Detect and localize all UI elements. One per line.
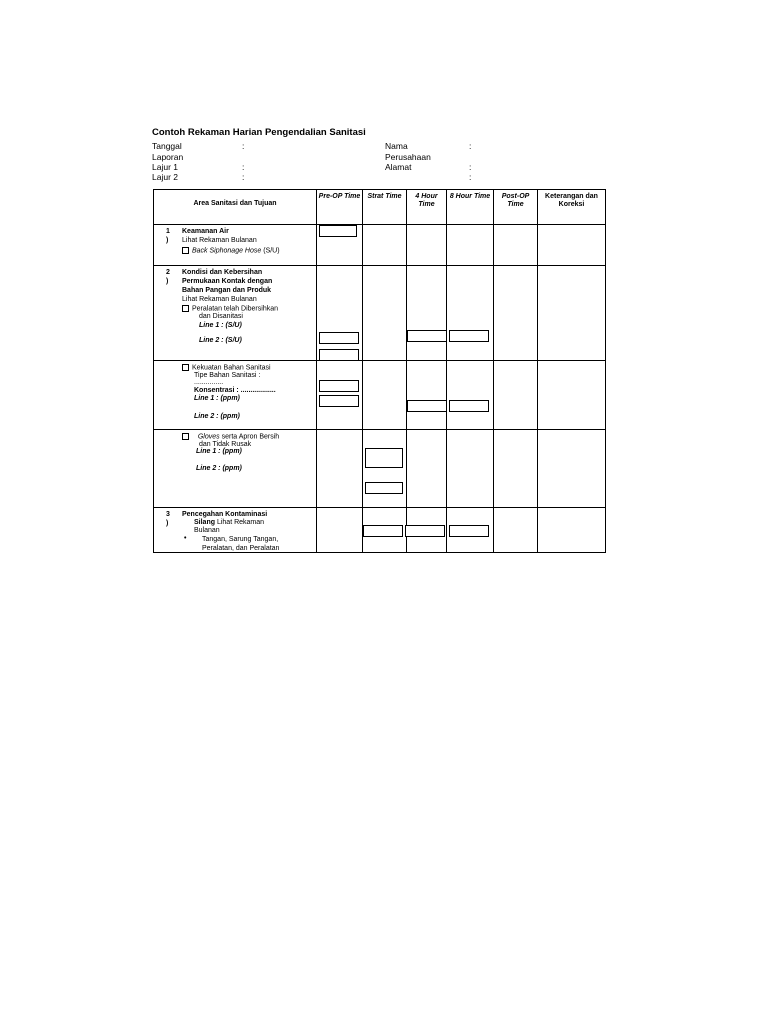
row3-area-cell (154, 361, 317, 430)
row4-postop-cell (494, 430, 538, 508)
entry-box[interactable] (319, 395, 359, 407)
row1-area-cell (154, 225, 317, 266)
header-postop: Post-OP Time (494, 190, 538, 225)
table-row (154, 508, 606, 553)
entry-box[interactable] (319, 332, 359, 344)
row3-line2: Line 2 : (ppm) (194, 413, 240, 420)
row3-line1: Line 1 : (ppm) (194, 395, 240, 402)
row5-preop-cell (317, 508, 363, 553)
entry-box[interactable] (319, 380, 359, 392)
header-area: Area Sanitasi dan Tujuan (154, 190, 317, 225)
bullet-icon: • (184, 535, 187, 542)
entry-box[interactable] (319, 225, 357, 237)
row4-line1: Line 1 : (ppm) (196, 448, 242, 455)
row5-start-cell (363, 508, 407, 553)
field-colon: : (469, 162, 472, 172)
row3-8hour-cell (447, 361, 494, 430)
table-row (154, 225, 606, 266)
row1-4hour-cell (407, 225, 447, 266)
row5-8hour-cell (447, 508, 494, 553)
checkbox-icon[interactable] (182, 247, 189, 254)
row-paren: ) (166, 520, 169, 527)
field-colon: : (469, 141, 472, 151)
row-number: 2 (166, 269, 170, 276)
entry-box[interactable] (365, 482, 403, 494)
row5-area-cell (154, 508, 317, 553)
row3-4hour-cell (407, 361, 447, 430)
field-colon: : (242, 141, 245, 151)
table-header-row (154, 190, 606, 225)
checkbox-icon[interactable] (182, 305, 189, 312)
row2-start-cell (363, 266, 407, 361)
field-perusahaan-label: Perusahaan (385, 152, 431, 162)
field-lajur1-label: Lajur 1 (152, 162, 178, 172)
row3-dots: ............... (194, 379, 224, 386)
row3-postop-cell (494, 361, 538, 430)
table-row (154, 430, 606, 508)
row5-postop-cell (494, 508, 538, 553)
entry-box[interactable] (405, 525, 445, 537)
row2-preop-cell (317, 266, 363, 361)
row4-item2: dan Tidak Rusak (199, 441, 252, 448)
entry-box[interactable] (365, 448, 403, 468)
row3-konsentrasi: Konsentrasi : .................. (194, 387, 276, 394)
header-start: Strat Time (363, 190, 407, 225)
row1-ket-cell (538, 225, 606, 266)
row2-line1: Line 1 : (S/U) (199, 322, 242, 329)
row4-4hour-cell (407, 430, 447, 508)
row4-area-cell (154, 430, 317, 508)
row5-title2-rest: Lihat Rekaman (216, 519, 265, 526)
row3-item1: Kekuatan Bahan Sanitasi (192, 364, 271, 372)
entry-box[interactable] (363, 525, 403, 537)
row3-ket-cell (538, 361, 606, 430)
row1-start-cell (363, 225, 407, 266)
header-8hour: 8 Hour Time (447, 190, 494, 225)
field-lajur2-label: Lajur 2 (152, 172, 178, 182)
checkbox-icon[interactable] (182, 364, 189, 371)
entry-box[interactable] (407, 330, 447, 342)
row2-title2: Permukaan Kontak dengan (182, 278, 273, 285)
row5-item2: Peralatan, dan Peralatan (202, 545, 280, 552)
entry-box[interactable] (449, 330, 489, 342)
table-row (154, 361, 606, 430)
document-title: Contoh Rekaman Harian Pengendalian Sanitasi (152, 127, 366, 138)
row3-item2: Tipe Bahan Sanitasi : (194, 372, 261, 379)
row2-title3: Bahan Pangan dan Produk (182, 287, 272, 294)
row-number: 1 (166, 228, 170, 235)
row1-sub: Lihat Rekaman Bulanan (182, 237, 257, 244)
row2-area-cell (154, 266, 317, 361)
row1-preop-cell (317, 225, 363, 266)
entry-box[interactable] (449, 400, 489, 412)
field-alamat-label: Alamat (385, 162, 412, 172)
row1-postop-cell (494, 225, 538, 266)
row5-4hour-cell (407, 508, 447, 553)
row2-line2: Line 2 : (S/U) (199, 337, 242, 344)
field-laporan-label: Laporan (152, 152, 184, 162)
field-colon: : (469, 172, 472, 182)
field-nama-label: Nama (385, 141, 408, 151)
row4-item-rest: serta Apron Bersih (221, 433, 280, 441)
sanitation-record-table (153, 189, 606, 553)
row4-item-italic: Gloves (197, 433, 220, 441)
header-preop: Pre-OP Time (317, 190, 363, 225)
row4-start-cell (363, 430, 407, 508)
row2-sub: Lihat Rekaman Bulanan (182, 296, 257, 303)
row3-start-cell (363, 361, 407, 430)
field-colon: : (242, 172, 245, 182)
row1-item: Back Siphonage Hose (192, 247, 262, 255)
row2-4hour-cell (407, 266, 447, 361)
row4-line2: Line 2 : (ppm) (196, 465, 242, 472)
row2-postop-cell (494, 266, 538, 361)
row5-item1: Tangan, Sarung Tangan, (202, 536, 279, 543)
row5-ket-cell (538, 508, 606, 553)
row2-item2: dan Disanitasi (199, 313, 243, 320)
row5-title1: Pencegahan Kontaminasi (182, 511, 268, 518)
row1-8hour-cell (447, 225, 494, 266)
table-row (154, 266, 606, 361)
field-tanggal-label: Tanggal (152, 141, 182, 151)
row-paren: ) (166, 237, 169, 244)
row2-title1: Kondisi dan Kebersihan (182, 269, 263, 276)
row-number: 3 (166, 511, 170, 518)
entry-box[interactable] (407, 400, 447, 412)
row3-preop-cell (317, 361, 363, 430)
row4-preop-cell (317, 430, 363, 508)
row5-sub: Bulanan (194, 527, 220, 534)
header-4hour: 4 Hour Time (407, 190, 447, 225)
row4-8hour-cell (447, 430, 494, 508)
row2-ket-cell (538, 266, 606, 361)
row2-8hour-cell (447, 266, 494, 361)
row4-ket-cell (538, 430, 606, 508)
checkbox-icon[interactable] (182, 433, 189, 440)
row1-item-suffix: (S/U) (263, 247, 280, 255)
row5-title2-bold: Silang (194, 519, 216, 526)
row-paren: ) (166, 278, 169, 285)
row1-title: Keamanan Air (182, 228, 229, 235)
entry-box[interactable] (319, 349, 359, 361)
entry-box[interactable] (449, 525, 489, 537)
field-colon: : (242, 162, 245, 172)
row2-item1: Peralatan telah Dibersihkan (192, 305, 278, 313)
header-keterangan: Keterangan dan Koreksi (538, 190, 606, 225)
